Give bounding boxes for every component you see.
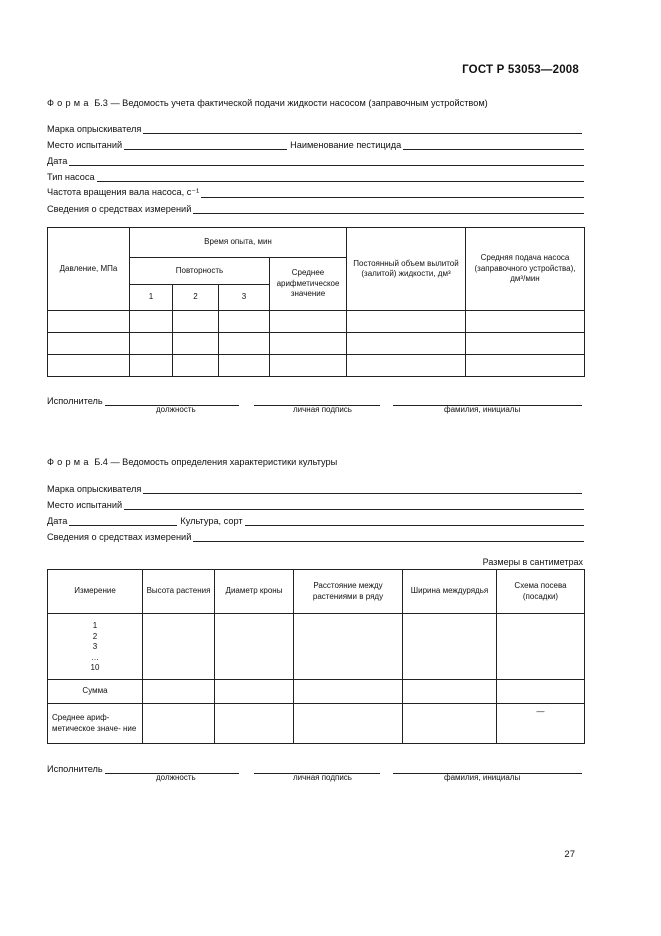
row-num: 10: [90, 663, 100, 673]
row-sum-label: Сумма: [48, 680, 143, 704]
fill-line: [143, 124, 582, 134]
caption-position: должность: [156, 405, 196, 414]
fill-line: [245, 516, 584, 526]
field-label: Дата: [47, 156, 68, 166]
header-rep-2: 2: [173, 285, 219, 311]
fill-line: [193, 532, 584, 542]
table-row: [48, 680, 585, 704]
fill-line: [124, 500, 584, 510]
field-b4-test-place: [47, 497, 584, 510]
field-label: Сведения о средствах измерений: [47, 532, 192, 542]
field-measuring-means: [47, 201, 584, 214]
measurement-numbers: [48, 614, 143, 680]
header-time: Время опыта, мин: [130, 228, 347, 258]
table-row: [48, 355, 585, 377]
field-pump-type: [47, 169, 584, 182]
form-b3-title: [47, 98, 488, 108]
header-scheme: Схема посева (посадки): [497, 570, 585, 614]
fill-line: [201, 188, 584, 198]
table-row: [48, 704, 585, 744]
caption-name: фамилия, инициалы: [444, 773, 521, 782]
table-b4: [47, 569, 585, 744]
header-measurement: Измерение: [48, 570, 143, 614]
sizes-note: Размеры в сантиметрах: [482, 557, 583, 567]
caption-signature: личная подпись: [293, 405, 352, 414]
fill-line: [124, 140, 287, 150]
header-mean: Среднее арифметическое значение: [270, 258, 347, 311]
table-row: [48, 614, 585, 680]
table-row: [48, 311, 585, 333]
field-label: Сведения о средствах измерений: [47, 204, 192, 214]
field-label: Культура, сорт: [180, 516, 243, 526]
form-b3-title-text: Б.3 — Ведомость учета фактической подачи жидкости насосом (заправочным устройством): [94, 98, 488, 108]
dash-value: —: [497, 704, 585, 744]
row-num: 3: [92, 642, 98, 652]
row-num: …: [91, 652, 99, 662]
field-date: [47, 153, 584, 166]
caption-position: должность: [156, 773, 196, 782]
field-label: Марка опрыскивателя: [47, 484, 142, 494]
field-shaft-speed: [47, 185, 584, 198]
header-rep-1: 1: [130, 285, 173, 311]
field-test-place-pesticide: [47, 137, 584, 150]
fill-line: [69, 516, 177, 526]
field-label: Место испытаний: [47, 500, 123, 510]
header-height: Высота растения: [143, 570, 215, 614]
field-sprayer-brand: [47, 121, 582, 134]
table-b3: [47, 227, 585, 377]
table-row: [48, 333, 585, 355]
field-label: Тип насоса: [47, 172, 95, 182]
fill-line: [69, 156, 584, 166]
caption-name: фамилия, инициалы: [444, 405, 521, 414]
page-number: 27: [564, 849, 575, 860]
form-b4-title: [47, 457, 337, 467]
fill-line: [143, 484, 582, 494]
header-width: Ширина междурядья: [403, 570, 497, 614]
field-label: Марка опрыскивателя: [47, 124, 142, 134]
field-b4-sprayer-brand: [47, 481, 582, 494]
header-volume: Постоянный объем вылитой (залитой) жидкости, дм³: [347, 228, 466, 311]
field-label: Частота вращения вала насоса, с⁻¹: [47, 187, 200, 197]
form-b4-title-text: Б.4 — Ведомость определения характеристики культуры: [94, 457, 338, 467]
field-label: Место испытаний: [47, 140, 123, 150]
form-word: Форма: [47, 457, 92, 467]
field-label: Дата: [47, 516, 68, 526]
header-flow: Средняя подача насоса (заправочного устройства), дм³/мин: [466, 228, 585, 311]
row-mean-label: Среднее ариф- метическое значе- ние: [48, 704, 143, 744]
field-b4-date-culture: [47, 513, 584, 526]
fill-line: [403, 140, 584, 150]
header-pressure: Давление, МПа: [48, 228, 130, 311]
fill-line: [193, 204, 584, 214]
header-rep-3: 3: [219, 285, 270, 311]
row-num: 1: [92, 621, 98, 631]
fill-line: [97, 172, 584, 182]
header-repeat: Повторность: [130, 258, 270, 285]
caption-signature: личная подпись: [293, 773, 352, 782]
header-distance: Расстояние между растениями в ряду: [294, 570, 403, 614]
field-b4-measuring-means: [47, 529, 584, 542]
field-label: Наименование пестицида: [290, 140, 402, 150]
executor-label: Исполнитель: [47, 396, 103, 406]
form-word: Форма: [47, 98, 92, 108]
standard-number: ГОСТ Р 53053—2008: [462, 64, 579, 76]
row-num: 2: [92, 631, 98, 641]
header-crown: Диаметр кроны: [215, 570, 294, 614]
executor-label: Исполнитель: [47, 764, 103, 774]
